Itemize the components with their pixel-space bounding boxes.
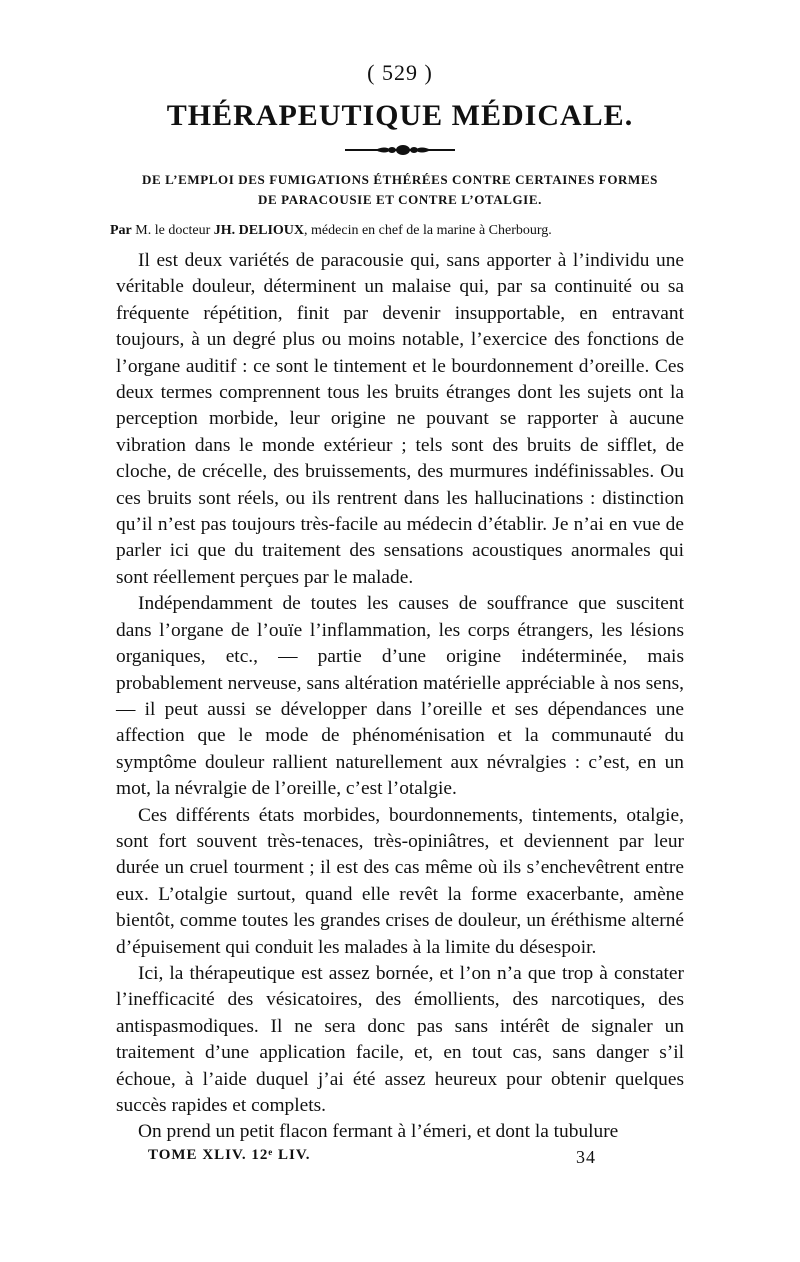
- author-name: JH. DELIOUX: [213, 223, 305, 238]
- article-title-line-1: DE L’EMPLOI DES FUMIGATIONS ÉTHÉRÉES CONTRE CERTAINES FORMES: [141, 172, 659, 187]
- printer-signature: TOME XLIV. 12ᵉ LIV.: [148, 1147, 311, 1163]
- paragraph-1: Il est deux variétés de paracousie qui, sans apporter à l’individu une véritable douleur, déterminent un malaise qui, par sa continuité ou sa fréquente répétition, finit par devenir insupportable, en entravant toujours, à un degré plus ou moins notable, l’exercice des fonctions de l’organe auditif : ce sont le tintement et le bourdonnement d’oreille. Ces deux termes comprennent tous les bruits étranges dont les sujets ont la perception morbide, leur origine ne pouvant se rapporter à aucune vibration dans le monde extérieur ; tels sont des bruits de sifflet, de cloche, de crécelle, des bruissements, des murmures indéfinissables. Ou ces bruits sont réels, ou ils rentrent dans les hallucinations : distinction qu’il n’est pas toujours très-facile au médecin d’établir. Je n’ai en vue de parler ici que du traitement des sensations acoustiques anormales qui sont réellement perçues par le malade.: [116, 250, 684, 588]
- document-page: [110, 60, 684, 1146]
- byline: [110, 222, 684, 240]
- paragraph-2: Indépendamment de toutes les causes de souffrance que suscitent dans l’organe de l’ouïe l’inflammation, les corps étrangers, les lésions organiques, etc., — partie d’une origine indéterminée, mais probablement nerveuse, sans altération matérielle appréciable à nos sens, — il peut aussi se développer dans l’oreille et ses dépendances une affection que le mode de phénoménisation et la communauté du symptôme douleur rallient naturellement aux névralgies : c’est, en un mot, la névralgie de l’oreille, c’est l’otalgie.: [116, 593, 684, 800]
- article-body: [116, 248, 684, 1146]
- paragraph-5: On prend un petit flacon fermant à l’émeri, et dont la tubulure: [138, 1121, 619, 1143]
- page-number: ( 529 ): [367, 60, 433, 85]
- byline-title: M. le docteur: [135, 223, 211, 238]
- author-role: , médecin en chef de la marine à Cherbourg.: [304, 223, 552, 238]
- decorative-rule-ornament: [345, 142, 455, 158]
- article-title: [116, 170, 684, 210]
- paragraph-3: Ces différents états morbides, bourdonnements, tintements, otalgie, sont fort souvent très-tenaces, très-opiniâtres, et deviennent par leur durée un cruel tourment ; il est des cas même où ils s’enchevêtrent entre eux. L’otalgie surtout, quand elle revêt la forme exacerbante, amène bientôt, comme toutes les grandes crises de douleur, un éréthisme alterné d’épuisement qui conduit les malades à la limite du désespoir.: [116, 804, 684, 958]
- byline-by: Par: [110, 223, 132, 238]
- sheet-number: 34: [576, 1147, 596, 1167]
- article-title-line-2: DE PARACOUSIE ET CONTRE L’OTALGIE.: [258, 192, 542, 207]
- section-title: THÉRAPEUTIQUE MÉDICALE.: [166, 99, 634, 132]
- paragraph-4: Ici, la thérapeutique est assez bornée, et l’on n’a que trop à constater l’inefficacité des vésicatoires, des émollients, des narcotiques, des antispasmodiques. Il ne sera donc pas sans intérêt de signaler un traitement d’une application facile, et, en tout cas, sans danger s’il échoue, à l’aide duquel j’ai été assez heureux pour obtenir quelques succès rapides et complets.: [116, 962, 684, 1116]
